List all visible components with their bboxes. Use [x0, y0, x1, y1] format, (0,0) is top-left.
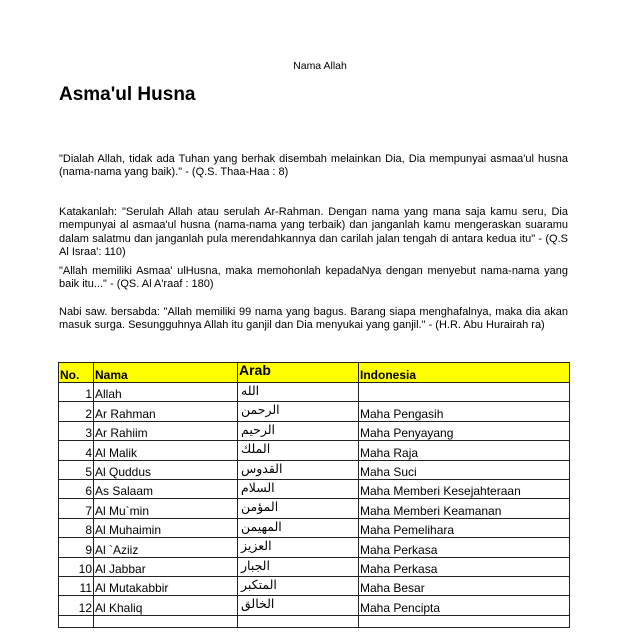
table-row [59, 421, 570, 440]
table-row [59, 538, 570, 557]
names-table-container [58, 362, 570, 628]
cell-arab: الرحيم [238, 421, 359, 440]
cell-arab: الخالق [238, 596, 359, 615]
cell-arab [238, 615, 359, 627]
cell-no [59, 615, 94, 627]
cell-no: 9 [59, 538, 94, 557]
cell-indonesia: Maha Perkasa [359, 557, 570, 576]
table-row [59, 557, 570, 576]
cell-indonesia: Maha Suci [359, 460, 570, 479]
cell-arab: المهيمن [238, 518, 359, 537]
cell-no: 5 [59, 460, 94, 479]
cell-arab: العزيز [238, 538, 359, 557]
table-row [59, 383, 570, 402]
table-row [59, 576, 570, 595]
column-header-no: No. [59, 363, 94, 383]
cell-no: 4 [59, 441, 94, 460]
cell-nama: As Salaam [94, 479, 238, 498]
cell-indonesia: Maha Penyayang [359, 421, 570, 440]
cell-no: 10 [59, 557, 94, 576]
document-title: Asma'ul Husna [59, 84, 196, 105]
cell-arab: الملك [238, 441, 359, 460]
cell-arab: المؤمن [238, 499, 359, 518]
cell-no: 1 [59, 383, 94, 402]
cell-nama: Ar Rahiim [94, 421, 238, 440]
cell-nama: Al Muhaimin [94, 518, 238, 537]
cell-nama: Al Mu`min [94, 499, 238, 518]
cell-arab: السلام [238, 479, 359, 498]
cell-indonesia: Maha Raja [359, 441, 570, 460]
cell-indonesia [359, 615, 570, 627]
cell-arab: الرحمن [238, 402, 359, 421]
table-row [59, 441, 570, 460]
cell-indonesia: Maha Memberi Keamanan [359, 499, 570, 518]
cell-no: 12 [59, 596, 94, 615]
table-header-row [59, 363, 570, 383]
cell-no: 3 [59, 421, 94, 440]
paragraph-hadith: Nabi saw. bersabda: "Allah memiliki 99 nama yang bagus. Barang siapa menghafalnya, maka dia akan masuk surga. Sesungguhnya Allah itu ganjil dan Dia menyukai yang ganjil." - (H.R. Abu Hurairah ra) [59, 306, 568, 332]
cell-arab: المتكبر [238, 576, 359, 595]
paragraph-quote-al-araaf: "Allah memiliki Asmaa' ulHusna, maka memohonlah kepadaNya dengan menyebut nama-nama yang baik itu..." - (QS. Al A'raaf : 180) [59, 265, 568, 291]
cell-indonesia: Maha Pencipta [359, 596, 570, 615]
table-row [59, 518, 570, 537]
cell-no: 6 [59, 479, 94, 498]
cell-nama: Allah [94, 383, 238, 402]
paragraph-quote-thaa-haa: "Dialah Allah, tidak ada Tuhan yang berhak disembah melainkan Dia, Dia mempunyai asmaa'ul husna (nama-nama yang baik)." - (Q.S. Thaa-Haa : 8) [59, 153, 568, 179]
cell-no: 2 [59, 402, 94, 421]
cell-nama [94, 615, 238, 627]
cell-arab: الجبار [238, 557, 359, 576]
cell-no: 8 [59, 518, 94, 537]
cell-indonesia [359, 383, 570, 402]
cell-arab: القدوس [238, 460, 359, 479]
cell-indonesia: Maha Perkasa [359, 538, 570, 557]
table-row [59, 402, 570, 421]
cell-no: 7 [59, 499, 94, 518]
page-header: Nama Allah [293, 60, 347, 72]
cell-nama: Al Jabbar [94, 557, 238, 576]
cell-indonesia: Maha Memberi Kesejahteraan [359, 479, 570, 498]
table-row-partial [59, 615, 570, 627]
cell-indonesia: Maha Besar [359, 576, 570, 595]
cell-indonesia: Maha Pengasih [359, 402, 570, 421]
cell-no: 11 [59, 576, 94, 595]
table-row [59, 479, 570, 498]
cell-indonesia: Maha Pemelihara [359, 518, 570, 537]
cell-nama: Al Khaliq [94, 596, 238, 615]
cell-nama: Al Quddus [94, 460, 238, 479]
paragraph-quote-al-israa: Katakanlah: "Serulah Allah atau serulah Ar-Rahman. Dengan nama yang mana saja kamu seru, Dia mempunyai al asmaa'ul husna (nama-nama yang terbaik) dan janganlah kamu mengeraskan suaramu dalam salatmu dan janganlah pula merendahkannya dan carilah jalan tengah di antara kedua itu" - (Q.S Al Israa': 110) [59, 206, 568, 258]
cell-nama: Al Mutakabbir [94, 576, 238, 595]
column-header-arab: Arab [238, 363, 359, 383]
column-header-indonesia: Indonesia [359, 363, 570, 383]
cell-nama: Al `Aziiz [94, 538, 238, 557]
cell-nama: Al Malik [94, 441, 238, 460]
table-row [59, 596, 570, 615]
cell-arab: الله [238, 383, 359, 402]
cell-nama: Ar Rahman [94, 402, 238, 421]
table-row [59, 460, 570, 479]
column-header-nama: Nama [94, 363, 238, 383]
table-row [59, 499, 570, 518]
asmaul-husna-table [58, 362, 570, 628]
